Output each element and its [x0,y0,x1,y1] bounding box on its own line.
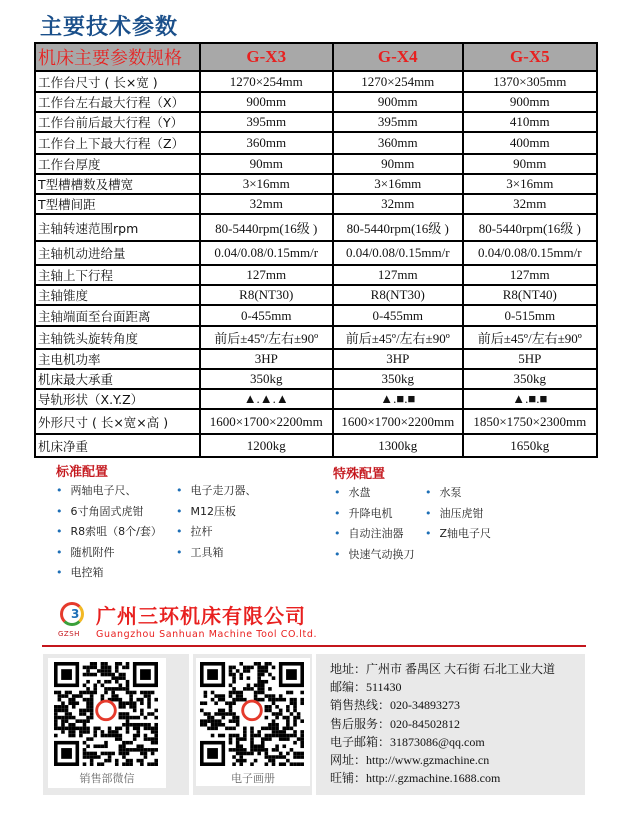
row-value: 32mm [200,194,333,214]
table-row [35,71,597,92]
row-label: 主轴上下行程 [35,265,200,285]
row-value: 90mm [333,154,463,174]
list-item: • 自动注油器 [334,524,415,545]
row-value: 1600×1700×2200mm [200,409,333,434]
list-item: • 升降电机 [334,504,415,525]
table-row [35,241,597,265]
list-item: • M12压板 [176,502,257,523]
row-value: 127mm [463,265,597,285]
row-value: 360mm [200,132,333,154]
row-value: 80-5440rpm(16级 ) [333,214,463,241]
qr-caption: 销售部微信 [79,772,135,785]
row-value: ▲.■.■ [463,389,597,409]
row-value: 32mm [463,194,597,214]
company-name-cn: 广州三环机床有限公司 [96,604,306,628]
row-label: 主轴转速范围rpm [35,214,200,241]
contact-line: 售后服务：020-84502812 [330,716,460,731]
row-value: 127mm [333,265,463,285]
company-name-en: Guangzhou Sanhuan Machine Tool CO.ltd. [96,629,318,640]
row-label: 工作台左右最大行程（X） [35,92,200,112]
list-item: • Z轴电子尺 [425,524,491,545]
table-row [35,285,597,305]
row-value: 1370×305mm [463,71,597,92]
header-label: 机床主要参数规格 [35,43,200,71]
row-label: 外形尺寸 ( 长×宽×高 ) [35,409,200,434]
list-item: • 油压虎钳 [425,504,491,525]
row-value: 1650kg [463,434,597,457]
row-label: 工作台厚度 [35,154,200,174]
row-value: 410mm [463,112,597,132]
row-value: 80-5440rpm(16级 ) [200,214,333,241]
row-value: 0.04/0.08/0.15mm/r [333,241,463,265]
qr-caption: 电子画册 [231,772,275,785]
header-model-gx5: G-X5 [463,43,597,71]
list-item: • 两轴电子尺、 [56,481,162,502]
row-value: 32mm [333,194,463,214]
row-value: 395mm [200,112,333,132]
contact-line: 销售热线：020-34893273 [330,698,460,713]
row-value: 350kg [200,369,333,389]
row-value: 0.04/0.08/0.15mm/r [463,241,597,265]
row-value: 360mm [333,132,463,154]
row-value: R8(NT30) [200,285,333,305]
row-label: T型槽槽数及槽宽 [35,174,200,194]
row-value: R8(NT30) [333,285,463,305]
row-value: 1270×254mm [333,71,463,92]
row-value: 1200kg [200,434,333,457]
table-row [35,305,597,326]
table-row [35,409,597,434]
list-item: • 电控箱 [56,563,162,584]
list-item: • 水泵 [425,483,491,504]
row-value: 前后±45º/左右±90º [200,326,333,349]
row-value: 80-5440rpm(16级 ) [463,214,597,241]
list-item: • R8索咀（8个/套） [56,522,162,543]
row-label: 机床净重 [35,434,200,457]
page-title: 主要技术参数 [40,15,179,40]
table-row [35,434,597,457]
contact-line: 地址：广州市 番禺区 大石街 石北工业大道 [330,662,556,676]
row-value: 3HP [333,349,463,369]
row-value: 前后±45º/左右±90º [333,326,463,349]
row-value: 1300kg [333,434,463,457]
table-row [35,265,597,285]
qr-card-ebrochure [196,658,310,786]
list-item: • 水盘 [334,483,415,504]
table-row [35,154,597,174]
row-label: 主电机功率 [35,349,200,369]
row-value: 350kg [333,369,463,389]
contact-line: 网址：http://www.gzmachine.cn [330,752,490,767]
row-value: 350kg [463,369,597,389]
row-value: 0.04/0.08/0.15mm/r [200,241,333,265]
table-row [35,369,597,389]
row-value: 3×16mm [200,174,333,194]
row-value: 400mm [463,132,597,154]
red-divider [42,645,586,647]
header-model-gx4: G-X4 [333,43,463,71]
row-label: 主轴锥度 [35,285,200,305]
row-label: 主轴机动进给量 [35,241,200,265]
row-value: 90mm [200,154,333,174]
row-value: 前后±45º/左右±90º [463,326,597,349]
row-value: 127mm [200,265,333,285]
qr-code-icon[interactable] [54,662,158,766]
logo-ring-icon [60,602,84,626]
special-config-list-2 [425,483,491,545]
contact-line: 电子邮箱：31873086@qq.com [330,734,485,749]
table-row [35,389,597,409]
table-row [35,214,597,241]
row-value: ▲.■.■ [333,389,463,409]
row-label: 机床最大承重 [35,369,200,389]
logo-abbr: GZSH [58,630,80,638]
row-value: 395mm [333,112,463,132]
spec-table-header [35,43,597,71]
row-value: 1600×1700×2200mm [333,409,463,434]
list-item: • 快速气动换刀 [334,545,415,566]
standard-config-title: 标准配置 [56,465,109,480]
standard-config-list-1 [56,481,162,584]
row-label: 主轴铣头旋转角度 [35,326,200,349]
row-label: 导轨形状（X.Y.Z） [35,389,200,409]
list-item: • 电子走刀器、 [176,481,257,502]
row-value: 1270×254mm [200,71,333,92]
list-item: • 随机附件 [56,543,162,564]
row-value: 0-455mm [333,305,463,326]
list-item: • 工具箱 [176,543,257,564]
table-row [35,349,597,369]
row-label: 工作台尺寸 ( 长×宽 ) [35,71,200,92]
table-row [35,174,597,194]
special-config-list-1 [334,483,415,565]
table-row [35,112,597,132]
footer-divider [312,654,316,795]
table-row [35,194,597,214]
company-logo [56,598,326,644]
qr-code-icon[interactable] [200,662,304,766]
logo-digit: 3 [71,607,80,621]
contact-info [330,660,555,787]
qr-card-sales-wechat [48,658,166,788]
row-label: 工作台前后最大行程（Y） [35,112,200,132]
spec-table [34,42,598,458]
row-label: T型槽间距 [35,194,200,214]
table-row [35,326,597,349]
row-value: 3HP [200,349,333,369]
row-value: 900mm [200,92,333,112]
standard-config-list-2 [176,481,257,563]
special-config-title: 特殊配置 [333,467,386,482]
list-item: • 拉杆 [176,522,257,543]
contact-line: 旺铺：http://.gzmachine.1688.com [330,771,501,786]
row-label: 工作台上下最大行程（Z） [35,132,200,154]
row-value: R8(NT40) [463,285,597,305]
row-value: 900mm [463,92,597,112]
table-row [35,92,597,112]
row-value: ▲.▲.▲ [200,389,333,409]
row-value: 5HP [463,349,597,369]
row-value: 900mm [333,92,463,112]
row-value: 90mm [463,154,597,174]
row-value: 1850×1750×2300mm [463,409,597,434]
list-item: • 6寸角固式虎钳 [56,502,162,523]
row-value: 0-455mm [200,305,333,326]
row-value: 3×16mm [463,174,597,194]
contact-line: 邮编：511430 [330,680,402,695]
header-model-gx3: G-X3 [200,43,333,71]
row-value: 3×16mm [333,174,463,194]
row-label: 主轴端面至台面距离 [35,305,200,326]
table-row [35,132,597,154]
footer-divider [189,654,193,795]
row-value: 0-515mm [463,305,597,326]
